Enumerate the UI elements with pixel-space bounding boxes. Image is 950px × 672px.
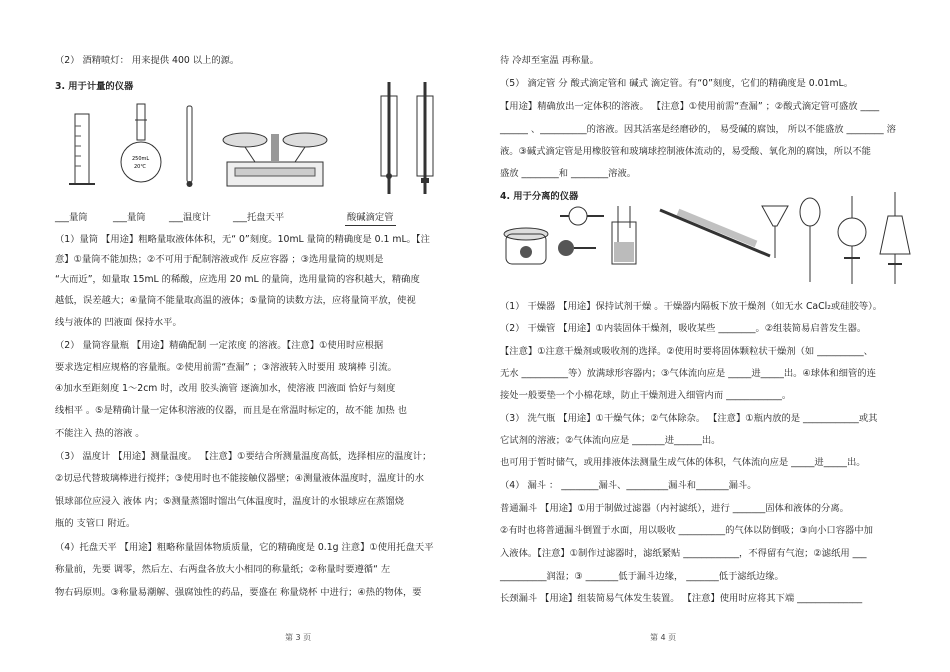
body-line: （5） 滴定管 分 酸式滴定管和 碱式 滴定管。有“0”刻度，它们的精确度是 0.01mL。 xyxy=(500,78,854,89)
section-3-title: 3. 用于计量的仪器 xyxy=(55,81,134,92)
body-line: 接处一般要垫一个小棉花球，防止干燥剂进入细管内而 ____________。 xyxy=(500,390,792,401)
flask-capacity: 250mL xyxy=(132,156,150,162)
body-line: 越低，误差越大；④量筒不能量取高温的液体；⑤量筒的读数方法，应将量筒平放，使视 xyxy=(55,295,416,306)
volumetric-flask-icon xyxy=(121,104,161,182)
burette-icon xyxy=(381,82,433,194)
flask-temperature: 20℃ xyxy=(134,164,146,170)
graduated-cylinder-icon xyxy=(69,114,95,184)
body-line: ②有时也将普通漏斗倒置于水面，用以吸收 __________的气体以防倒吸；③向小口容器中加 xyxy=(500,525,873,536)
body-line: （1） 干燥器 【用途】保持试剂干燥 。干燥器内隔板下放干燥剂（如无水 CaCl₂或硅胶等）。 xyxy=(500,301,883,312)
label-thermometer: ___温度计 xyxy=(169,212,211,223)
section-4-title: 4. 用于分离的仪器 xyxy=(500,191,579,202)
drying-tube-icon xyxy=(558,207,604,256)
page-number-right: 第 4 页 xyxy=(650,633,677,642)
page-number-left: 第 3 页 xyxy=(285,633,312,642)
body-line: 待 冷却至室温 再称量。 xyxy=(500,55,599,66)
body-line: 入液体。【注意】①制作过滤器时，滤纸紧贴 ____________，不得留有气泡；②滤纸用 ___ xyxy=(500,548,867,559)
body-line: 【用途】精确放出一定体积的溶液。 【注意】①使用前需“查漏” ；②酸式滴定管可盛放 ____ xyxy=(500,101,880,112)
alcohol-lamp-line: （2） 酒精喷灯： 用来提供 400 以上的源。 xyxy=(55,55,240,66)
body-line: 它试剂的溶液；②气体流向应是 _______进______出。 xyxy=(500,435,721,446)
body-line: （4） 漏斗 ： ________漏斗、_________漏斗和_______漏斗。 xyxy=(500,480,757,491)
label-flask: ___量筒 xyxy=(113,212,146,223)
body-line: 长颈漏斗 【用途】组装简易气体发生装置。 【注意】使用时应将其下端 ______________ xyxy=(500,593,863,604)
body-line: 银球部位应浸入 液体 内；⑤测量蒸馏时馏出气体温度时，温度计的水银球应在蒸馏烧 xyxy=(55,496,404,507)
body-line: （2） 干燥管 【用途】①内装固体干燥剂，吸收某些 ________。②组装简易启普发生器。 xyxy=(500,323,867,334)
body-line: ②切忌代替玻璃棒进行搅拌；③使用时也不能接触仪器壁；④测量液体温度时，温度计的水 xyxy=(55,473,424,484)
body-line: ______ 、__________的溶液。因其活塞是经磨砂的， 易受碱的腐蚀， 所以不能盛放 ________ 溶 xyxy=(500,124,896,135)
body-line: “大而近”，如量取 15mL 的稀酸，应选用 20 mL 的量筒，选用量筒的容积越大，精确度 xyxy=(55,274,420,285)
right-page xyxy=(500,0,940,672)
label-cylinder: ___量筒 xyxy=(55,212,88,223)
body-line: （3） 洗气瓶 【用途】①干燥气体；②气体除杂。 【注意】①瓶内放的是 ____________或其 xyxy=(500,413,878,424)
body-line: （4）托盘天平 【用途】粗略称量固体物质质量，它的精确度是 0.1g 注意】①使用托盘天平 xyxy=(55,542,434,553)
body-line: 无水 __________等）放满球形容器内；③气体流向应是 _____进_____出。④球体和细管的连 xyxy=(500,368,876,379)
body-line: 物右码原则。③称量易潮解、强腐蚀性的药品，要盛在 称量烧杯 中进行；④热的物体，要 xyxy=(55,587,422,598)
balance-icon xyxy=(223,133,327,186)
thermometer-icon xyxy=(187,106,193,187)
body-line: （3） 温度计 【用途】测量温度。 【注意】①要结合所测量温度高低，选择相应的温度计； xyxy=(55,451,432,462)
desiccator-icon xyxy=(504,228,548,264)
body-line: 线相平 。⑤是精确计量一定体积溶液的仪器，而且是在常温时标定的，故不能 加热 也 xyxy=(55,405,407,416)
funnel-icon xyxy=(762,206,788,258)
body-line: __________润湿；③ _______低于漏斗边缘， _______低于滤纸边缘。 xyxy=(500,571,784,582)
label-burette: 酸碱滴定管 xyxy=(345,211,396,226)
long-neck-funnel-icon xyxy=(800,198,820,282)
condenser-icon xyxy=(660,210,770,256)
body-line: 也可用于暂时储气，或用排液体法测量生成气体的体积，气体流向应是 _____进_____出。 xyxy=(500,457,866,468)
body-line: 线与液体的 凹液面 保持水平。 xyxy=(55,317,182,328)
body-line: 不能注入 热的溶液 。 xyxy=(55,428,145,439)
body-line: 【注意】①注意干燥剂或吸收剂的选择。②使用时要将固体颗粒状干燥剂（如 __________、 xyxy=(500,346,873,357)
body-line: （2） 量筒容量瓶 【用途】精确配制 一定浓度 的溶液。【注意】①使用时应根据 xyxy=(55,340,384,351)
body-line: 盛放 ________和 ________溶液。 xyxy=(500,168,637,179)
body-line: 普通漏斗 【用途】①用于制做过滤器（内衬滤纸），进行 _______固体和液体的分离。 xyxy=(500,503,849,514)
body-line: ④加水至距刻度 1～2cm 时，改用 胶头滴管 逐滴加水，使溶液 凹液面 恰好与刻度 xyxy=(55,383,396,394)
body-line: 液。③碱式滴定管是用橡胶管和玻璃球控制液体流动的，易受酸、氧化剂的腐蚀，所以不能 xyxy=(500,146,871,157)
measuring-instruments-illustration xyxy=(55,96,495,196)
body-line: 称量前，先要 调零，然后左、右两盘各放大小相同的称量纸；②称量时要遵循“ 左 xyxy=(55,564,391,575)
body-line: 要求选定相应规格的容量瓶。②使用前需“查漏” ；③溶液转入时要用 玻璃棒 引流。 xyxy=(55,362,397,373)
separatory-funnel-icon xyxy=(838,196,866,284)
pear-separatory-funnel-icon xyxy=(880,192,910,284)
body-line: （1）量筒 【用途】粗略量取液体体积，无“ 0”刻度。10mL 量筒的精确度是 0.1 mL。【注 xyxy=(55,234,430,245)
separation-instruments-illustration xyxy=(500,192,940,292)
label-balance: ___托盘天平 xyxy=(233,212,285,223)
gas-washing-bottle-icon xyxy=(612,206,636,264)
body-line: 意】①量筒不能加热；②不可用于配制溶液或作 反应容器 ；③选用量筒的规则是 xyxy=(55,254,384,265)
body-line: 瓶的 支管口 附近。 xyxy=(55,518,136,529)
left-page xyxy=(55,0,495,672)
